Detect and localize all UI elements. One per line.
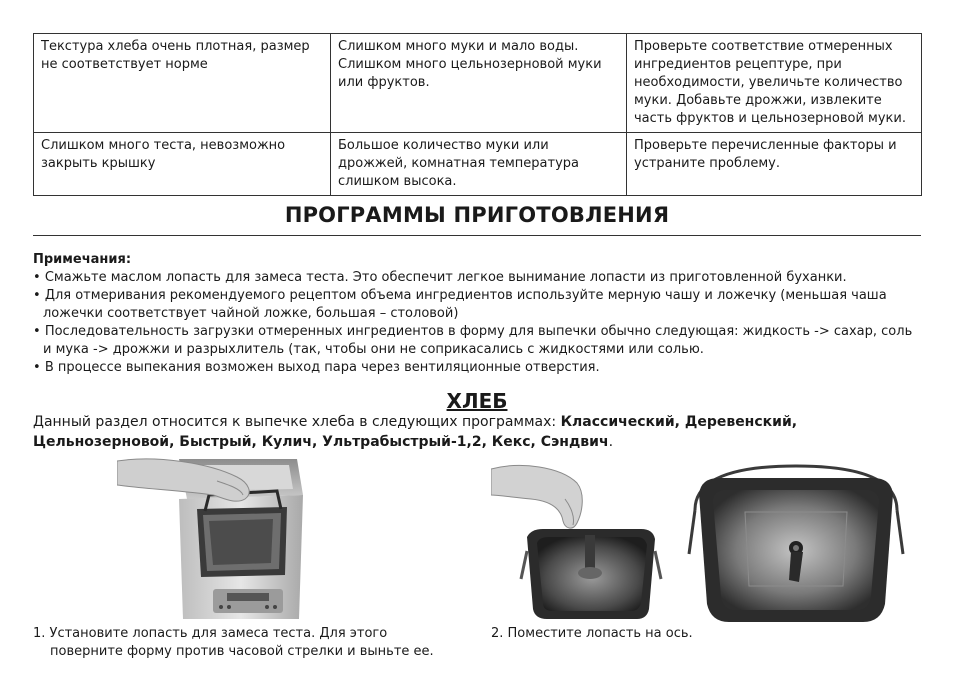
table-row: [34, 133, 922, 196]
list-item: • В процессе выпекания возможен выход пара через вентиляционные отверстия.: [33, 359, 923, 377]
troubleshooting-table: [33, 33, 922, 196]
intro-text: Данный раздел относится к выпечке хлеба в следующих программах:: [33, 414, 561, 430]
problem-cell: Слишком много теста, невозможно закрыть крышку: [34, 133, 331, 196]
paddle-insert-photo: [491, 459, 664, 621]
problem-cell: Текстура хлеба очень плотная, размер не соответствует норме: [34, 34, 331, 133]
bread-intro: [33, 412, 923, 452]
section-title: ПРОГРАММЫ ПРИГОТОВЛЕНИЯ: [284, 203, 670, 227]
cause-cell: Большое количество муки или дрожжей, комнатная температура слишком высока.: [331, 133, 627, 196]
list-item: • Для отмеривания рекомендуемого рецептом объема ингредиентов используйте мерную чашу и ложечку (меньшая чаша ложечки соответствует чайной ложке, большая – столовой): [33, 287, 923, 323]
list-item: • Последовательность загрузки отмеренных ингредиентов в форму для выпечки обычно следующая: жидкость -> сахар, соль и мука -> дрожжи и разрыхлитель (так, чтобы они не соприкасались с жидкостями или солью.: [33, 323, 923, 359]
section-divider: [33, 235, 921, 236]
cause-cell: Слишком много муки и мало воды. Слишком много цельнозерновой муки или фруктов.: [331, 34, 627, 133]
list-item: • Смажьте маслом лопасть для замеса теста. Это обеспечит легкое вынимание лопасти из приготовленной буханки.: [33, 269, 923, 287]
step-1-line-2: поверните форму против часовой стрелки и выньте ее.: [50, 644, 434, 659]
table-row: [34, 34, 922, 133]
solution-cell: Проверьте перечисленные факторы и устраните проблему.: [627, 133, 922, 196]
breadmaker-photo: [117, 455, 305, 619]
step-1-line-1: 1. Установите лопасть для замеса теста. Для этого: [33, 626, 388, 641]
intro-programs: Классический, Деревенский, Цельнозерновой, Быстрый, Кулич, Ультрабыстрый-1,2, Кекс, Сэндвич: [33, 414, 798, 450]
bread-pan-photo: [685, 464, 907, 624]
notes-title: Примечания:: [33, 252, 132, 267]
bread-title: ХЛЕБ: [446, 389, 508, 413]
step-1-caption: [33, 625, 453, 661]
step-2-caption: 2. Поместите лопасть на ось.: [491, 626, 693, 641]
solution-cell: Проверьте соответствие отмеренных ингредиентов рецептуре, при необходимости, увеличьте количество муки. Добавьте дрожжи, извлеките часть фруктов и цельнозерновой муки.: [627, 34, 922, 133]
intro-end: .: [608, 434, 614, 450]
notes-list: [33, 269, 923, 377]
notes-block: [33, 251, 923, 377]
